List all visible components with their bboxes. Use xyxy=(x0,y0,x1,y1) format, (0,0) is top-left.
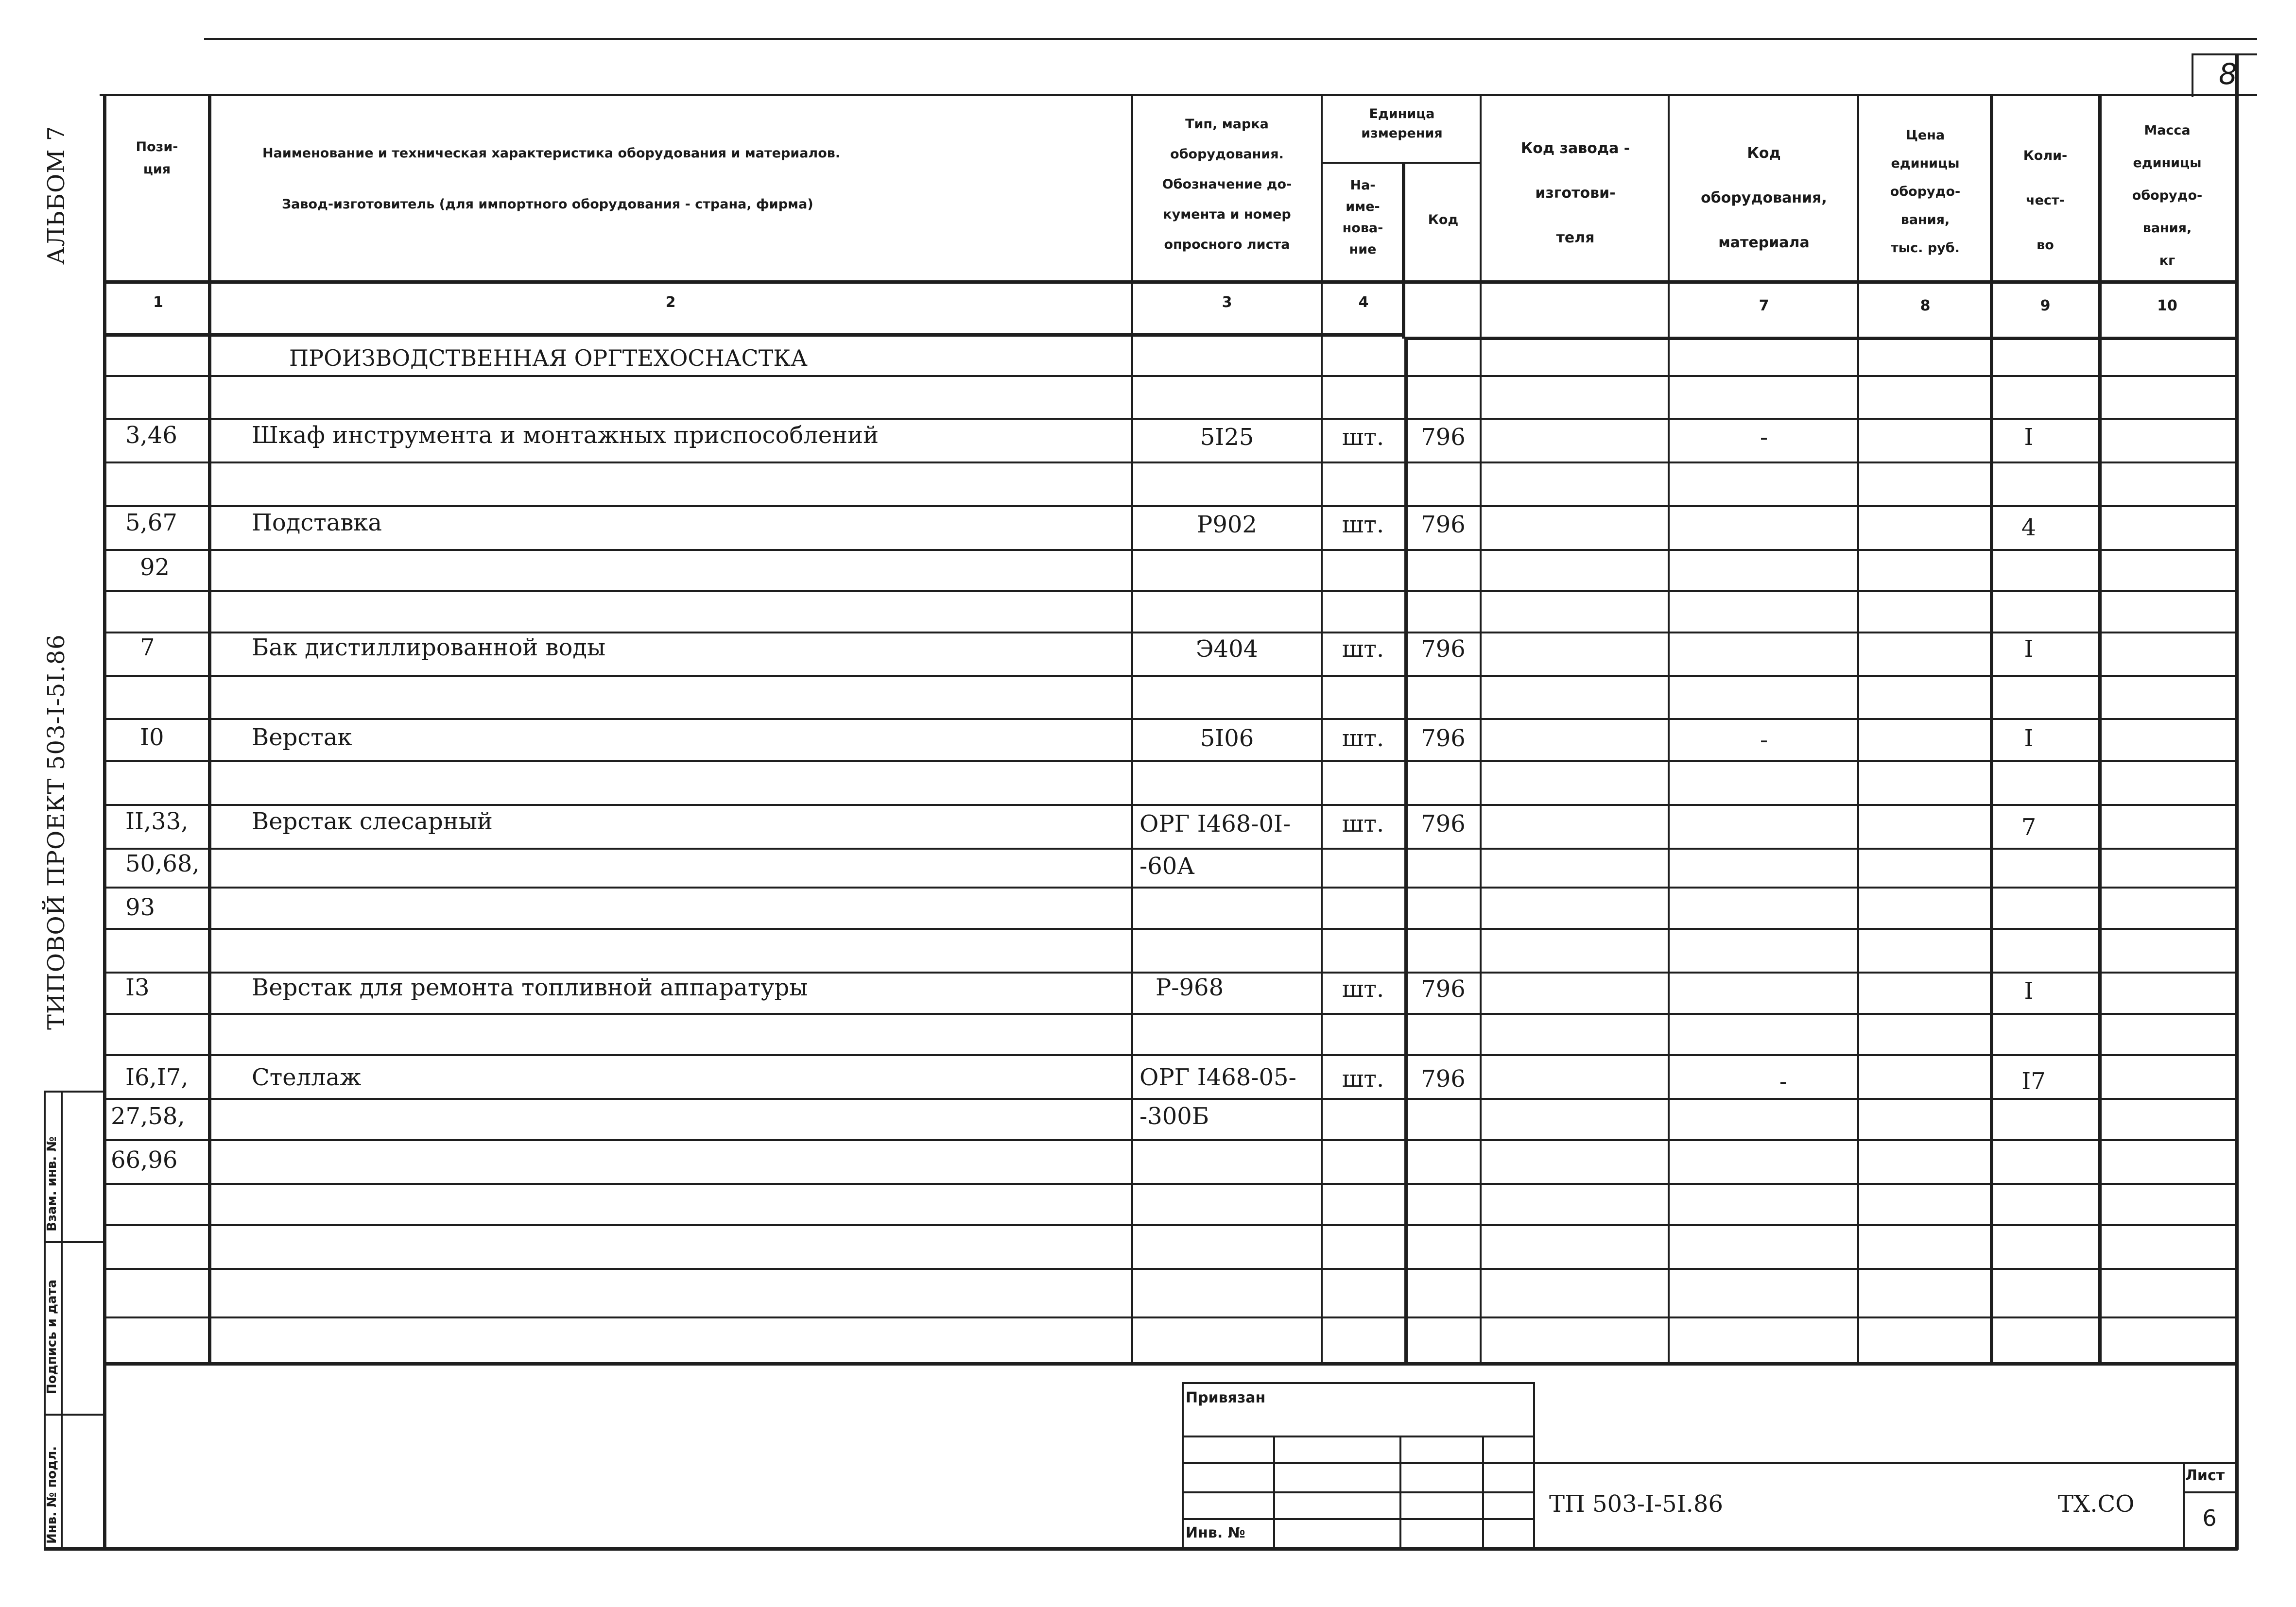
col-line-3 xyxy=(1321,94,1323,1365)
header-price: Цена единицы оборудо- вания, тыс. руб. xyxy=(1890,128,1961,256)
row-line xyxy=(103,675,2236,677)
doc-code: ТП 503-I-5I.86 xyxy=(1549,1490,1723,1518)
row-name: Верстак для ремонта топливной аппаратуры xyxy=(252,974,808,1001)
colnum-bottom-left xyxy=(103,333,1405,337)
col-number-10: 10 xyxy=(2157,297,2177,314)
row-position: I3 xyxy=(125,974,150,1001)
col-number-7: 7 xyxy=(1759,297,1769,314)
row-name: Верстак слесарный xyxy=(252,808,493,835)
row-line xyxy=(103,462,2236,463)
row-type: Р-968 xyxy=(1156,974,1224,1001)
row-position: II,33, xyxy=(125,808,189,835)
stamp-row1 xyxy=(1182,1436,1534,1437)
frame-left xyxy=(103,94,106,1549)
row-line xyxy=(103,549,2236,551)
header-mass: Масса единицы оборудо- вания, кг xyxy=(2132,123,2203,268)
row-line xyxy=(103,1316,2236,1318)
col-number-1: 1 xyxy=(153,294,163,311)
col-line-5 xyxy=(1480,94,1482,1365)
margin-strip-div1 xyxy=(44,1241,104,1243)
row-quantity: I xyxy=(2024,977,2034,1005)
row-position: I6,I7, xyxy=(125,1064,189,1091)
row-line xyxy=(103,418,2236,420)
row-type: 5I06 xyxy=(1200,725,1254,752)
row-line xyxy=(103,375,2236,377)
row-position: I0 xyxy=(140,724,164,751)
row-line xyxy=(103,887,2236,889)
frame-top xyxy=(100,94,2257,96)
stamp-left xyxy=(1182,1382,1184,1550)
row-position: 7 xyxy=(140,634,155,661)
row-quantity: I xyxy=(2024,635,2034,663)
stamp-right-block xyxy=(1533,1382,1535,1550)
margin-field-replaced-inv: Взам. инв. № xyxy=(45,1136,59,1231)
row-quantity: 7 xyxy=(2021,814,2037,841)
stamp-row4 xyxy=(1182,1518,1534,1520)
row-name: Бак дистиллированной воды xyxy=(252,634,606,661)
row-name: Стеллаж xyxy=(252,1064,362,1091)
col-line-1 xyxy=(208,94,211,1365)
row-line xyxy=(103,1139,2236,1141)
header-bottom xyxy=(103,280,2236,284)
margin-strip-inner xyxy=(61,1091,63,1550)
colnum-bottom-right xyxy=(1404,337,2236,340)
section-title: ПРОИЗВОДСТВЕННАЯ ОРГТЕХОСНАСТКА xyxy=(289,345,808,371)
album-label: АЛЬБОМ 7 xyxy=(43,125,70,265)
row-line xyxy=(103,1224,2236,1226)
col-line-2 xyxy=(1131,94,1133,1365)
row-line xyxy=(103,718,2236,720)
header-quantity: Коли- чест- во xyxy=(2023,148,2068,253)
stamp-col2 xyxy=(1399,1436,1401,1548)
col-line-9 xyxy=(2098,94,2102,1365)
col-line-7 xyxy=(1857,94,1859,1365)
col-line-6 xyxy=(1668,94,1670,1365)
row-line xyxy=(103,1183,2236,1185)
row-unit-code: 796 xyxy=(1421,635,1466,663)
header-type: Тип, марка оборудования. Обозначение до- кумента и номер опросного листа xyxy=(1162,117,1292,252)
row-unit: шт. xyxy=(1342,1065,1384,1093)
row-type: -60А xyxy=(1139,853,1195,880)
row-unit-code: 796 xyxy=(1421,975,1466,1003)
project-label: ТИПОВОЙ ПРОЕКТ 503-I-5I.86 xyxy=(43,634,70,1030)
row-quantity: I7 xyxy=(2021,1068,2046,1095)
row-unit-code: 796 xyxy=(1421,725,1466,752)
stamp-inv-no: Инв. № xyxy=(1186,1524,1245,1541)
row-line xyxy=(103,1054,2236,1056)
row-line xyxy=(103,590,2236,592)
row-equipment-code: - xyxy=(1760,726,1768,753)
col-number-3: 3 xyxy=(1222,294,1232,311)
row-unit-code: 796 xyxy=(1421,1065,1466,1093)
row-position: 92 xyxy=(140,554,170,581)
row-position: 50,68, xyxy=(125,850,200,877)
unit-subheader-line xyxy=(1321,162,1480,164)
frame-right xyxy=(2235,53,2239,1550)
row-type: 5I25 xyxy=(1200,424,1254,451)
row-quantity: 4 xyxy=(2021,514,2037,541)
row-line xyxy=(103,1013,2236,1015)
sheet-number-top: 8 xyxy=(2218,57,2238,91)
top-rule xyxy=(204,38,2257,40)
row-equipment-code: - xyxy=(1760,424,1768,451)
row-quantity: I xyxy=(2024,725,2034,752)
row-unit-code: 796 xyxy=(1421,424,1466,451)
row-type: Э404 xyxy=(1195,635,1259,663)
header-name-line1: Наименование и техническая характеристика оборудования и материалов. xyxy=(262,146,841,161)
row-line xyxy=(103,848,2236,850)
col-number-4: 4 xyxy=(1358,294,1369,311)
row-name: Подставка xyxy=(252,509,382,536)
row-name: Шкаф инструмента и монтажных приспособлений xyxy=(252,422,879,449)
row-type: ОРГ I468-0I- xyxy=(1139,810,1291,838)
header-equipment-code: Код оборудования, материала xyxy=(1701,145,1827,251)
sheet-number: 6 xyxy=(2202,1505,2217,1531)
stamp-col1 xyxy=(1273,1436,1275,1548)
margin-strip-div2 xyxy=(44,1414,104,1416)
table-bottom xyxy=(103,1362,2236,1366)
title-block-top xyxy=(1533,1462,2238,1464)
sheet-box-left xyxy=(2192,53,2193,97)
row-equipment-code: - xyxy=(1779,1068,1788,1095)
row-type: -300Б xyxy=(1139,1103,1209,1130)
margin-field-signature-date: Подпись и дата xyxy=(45,1279,59,1394)
sheet-cell-left xyxy=(2183,1462,2185,1549)
header-unit-group: Единица измерения xyxy=(1361,106,1443,141)
row-position: 27,58, xyxy=(111,1103,185,1130)
margin-field-original-inv: Инв. № подл. xyxy=(45,1446,59,1544)
row-unit: шт. xyxy=(1342,635,1384,663)
row-unit: шт. xyxy=(1342,975,1384,1003)
row-line xyxy=(103,972,2236,974)
row-line xyxy=(103,928,2236,930)
header-name-line2: Завод-изготовитель (для импортного оборудования - страна, фирма) xyxy=(282,197,813,212)
row-line xyxy=(103,1098,2236,1100)
row-unit: шт. xyxy=(1342,810,1384,838)
row-line xyxy=(103,505,2236,507)
stamp-privyazan: Привязан xyxy=(1186,1389,1266,1406)
row-type: Р902 xyxy=(1197,511,1257,538)
section-code: ТХ.СО xyxy=(2058,1490,2135,1518)
row-type: ОРГ I468-05- xyxy=(1139,1064,1296,1091)
row-unit: шт. xyxy=(1342,725,1384,752)
row-quantity: I xyxy=(2024,424,2034,451)
row-line xyxy=(103,632,2236,633)
stamp-col3 xyxy=(1482,1436,1484,1548)
stamp-row2 xyxy=(1182,1462,1534,1464)
row-unit-code: 796 xyxy=(1421,810,1466,838)
row-line xyxy=(103,760,2236,762)
col-line-4b xyxy=(1404,339,1408,1365)
col-number-2: 2 xyxy=(665,294,676,311)
row-position: 5,67 xyxy=(125,509,177,536)
col-number-9: 9 xyxy=(2040,297,2051,314)
header-position: Пози- ция xyxy=(136,139,178,177)
row-line xyxy=(103,804,2236,806)
header-factory-code: Код завода - изготови- теля xyxy=(1520,140,1630,246)
row-unit: шт. xyxy=(1342,424,1384,451)
col-number-8: 8 xyxy=(1920,297,1931,314)
row-position: 3,46 xyxy=(125,422,177,449)
sheet-box-top xyxy=(2192,53,2257,55)
header-unit-name: На- име- нова- ние xyxy=(1342,178,1383,257)
header-unit-code: Код xyxy=(1428,212,1459,227)
row-line xyxy=(103,1268,2236,1270)
stamp-top xyxy=(1182,1382,1534,1384)
row-unit-code: 796 xyxy=(1421,511,1466,538)
sheet-cell-divider xyxy=(2183,1491,2236,1493)
sheet-label: Лист xyxy=(2185,1467,2225,1484)
row-unit: шт. xyxy=(1342,511,1384,538)
stamp-row3 xyxy=(1182,1491,1534,1493)
margin-strip-top xyxy=(44,1091,104,1093)
row-position: 93 xyxy=(125,894,155,921)
row-name: Верстак xyxy=(252,724,352,751)
frame-bottom xyxy=(44,1547,2238,1551)
row-position: 66,96 xyxy=(111,1146,178,1174)
